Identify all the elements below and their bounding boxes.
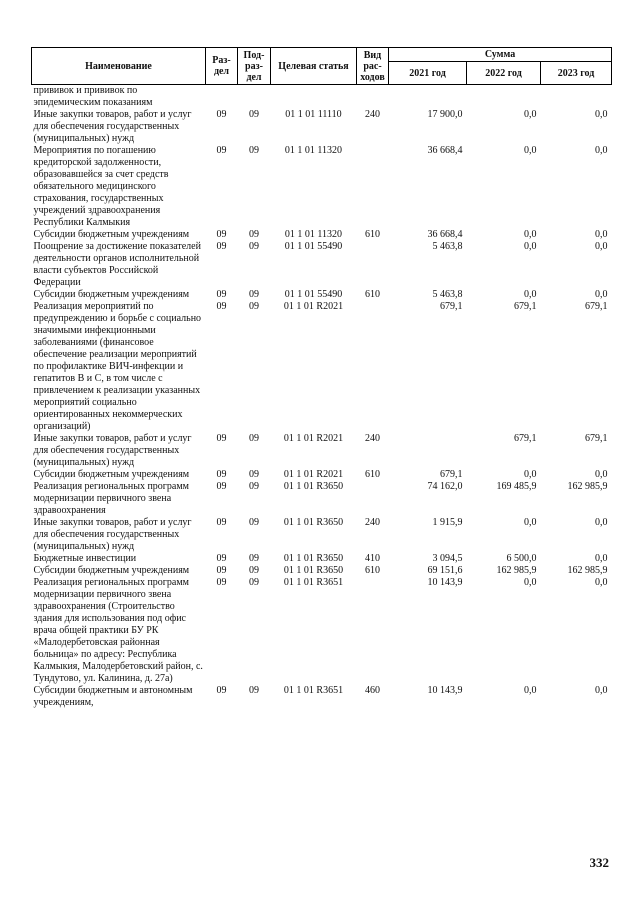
cell-vr: 240 xyxy=(365,433,380,444)
cell-prz: 09 xyxy=(249,553,259,564)
cell-prz: 09 xyxy=(249,289,259,300)
header-podrazdel: Под-раз-дел xyxy=(238,48,271,85)
cell-cs: 01 1 01 11110 xyxy=(285,109,342,120)
cell-rz xyxy=(206,85,238,110)
cell-y2022: 679,1 xyxy=(514,433,537,444)
cell-cs: 01 1 01 R2021 xyxy=(283,301,344,312)
cell-vr: 610 xyxy=(365,565,380,576)
cell-cs: 01 1 01 R3650 xyxy=(283,553,344,564)
cell-rz: 09 xyxy=(216,433,227,444)
cell-y2023: 162 985,9 xyxy=(567,565,608,576)
cell-vr: 610 xyxy=(365,229,380,240)
cell-prz: 09 xyxy=(249,685,259,696)
cell-prz: 09 xyxy=(249,469,259,480)
cell-name: Субсидии бюджетным и автономным учреждениям, xyxy=(33,685,193,708)
cell-prz: 09 xyxy=(249,481,259,492)
table-row xyxy=(32,145,612,229)
cell-name: Реализация региональных программ модернизации первичного звена здравоохранения (Строительство здания для использования под офис врача общей практики БУ РК «Малодербетовская районная больница» по адресу: Республика Калмыкия, Малодербетовский район, с. Тундутово, ул. Калинина, д. 27а) xyxy=(33,577,203,684)
cell-name: Бюджетные инвестиции xyxy=(33,553,137,564)
cell-y2023: 0,0 xyxy=(595,241,608,252)
cell-y2021: 5 463,8 xyxy=(432,241,463,252)
cell-y2021: 679,1 xyxy=(440,301,463,312)
header-razdel: Раз-дел xyxy=(206,48,238,85)
cell-cs: 01 1 01 R3650 xyxy=(283,517,344,528)
table-row xyxy=(32,85,612,110)
cell-y2022: 6 500,0 xyxy=(506,553,537,564)
cell-prz: 09 xyxy=(249,433,259,444)
cell-name: Иные закупки товаров, работ и услуг для обеспечения государственных (муниципальных) нужд xyxy=(33,433,192,468)
cell-y2022: 0,0 xyxy=(524,517,537,528)
cell-name: Иные закупки товаров, работ и услуг для обеспечения государственных (муниципальных) нужд xyxy=(33,109,192,144)
cell-cs xyxy=(271,85,357,110)
cell-y2022: 0,0 xyxy=(524,685,537,696)
cell-cs: 01 1 01 R3651 xyxy=(283,685,344,696)
cell-y2023: 0,0 xyxy=(595,577,608,588)
cell-rz: 09 xyxy=(216,241,227,252)
cell-vr: 240 xyxy=(365,517,380,528)
cell-y2022: 0,0 xyxy=(524,241,537,252)
cell-y2023: 0,0 xyxy=(595,685,608,696)
cell-y2022: 0,0 xyxy=(524,229,537,240)
cell-y2023: 0,0 xyxy=(595,145,608,156)
cell-prz: 09 xyxy=(249,577,259,588)
cell-y2021 xyxy=(389,433,467,469)
cell-rz: 09 xyxy=(216,553,227,564)
table-row xyxy=(32,229,612,241)
cell-name: Реализация региональных программ модернизации первичного звена здравоохранения xyxy=(33,481,189,516)
cell-y2022 xyxy=(467,85,541,110)
cell-y2022: 679,1 xyxy=(514,301,537,312)
table-row xyxy=(32,301,612,433)
cell-rz: 09 xyxy=(216,577,227,588)
cell-name: Иные закупки товаров, работ и услуг для обеспечения государственных (муниципальных) нужд xyxy=(33,517,192,552)
cell-y2022: 0,0 xyxy=(524,289,537,300)
cell-y2023: 0,0 xyxy=(595,517,608,528)
cell-cs: 01 1 01 R3651 xyxy=(283,577,344,588)
cell-prz: 09 xyxy=(249,301,259,312)
cell-cs: 01 1 01 11320 xyxy=(284,145,343,156)
cell-name: Субсидии бюджетным учреждениям xyxy=(33,565,190,576)
cell-vr: 610 xyxy=(365,469,380,480)
cell-vr: 610 xyxy=(365,289,380,300)
cell-rz: 09 xyxy=(216,229,227,240)
cell-cs: 01 1 01 55490 xyxy=(284,241,343,252)
cell-name: Мероприятия по погашению кредиторской задолженности, образовавшейся за счет средств обязательного медицинского страхования, государственных учреждений здравоохранения Республики Калмыкия xyxy=(33,145,169,228)
cell-y2021: 679,1 xyxy=(440,469,463,480)
cell-rz: 09 xyxy=(216,301,227,312)
cell-rz: 09 xyxy=(216,145,227,156)
cell-y2021: 69 151,6 xyxy=(427,565,463,576)
cell-y2023: 0,0 xyxy=(595,289,608,300)
cell-y2023: 679,1 xyxy=(585,433,608,444)
cell-y2021: 10 143,9 xyxy=(427,685,463,696)
cell-y2023: 0,0 xyxy=(595,553,608,564)
cell-prz: 09 xyxy=(249,565,259,576)
table-row xyxy=(32,517,612,553)
cell-rz: 09 xyxy=(216,289,227,300)
cell-prz: 09 xyxy=(249,241,259,252)
cell-name: Субсидии бюджетным учреждениям xyxy=(33,289,190,300)
cell-y2021: 10 143,9 xyxy=(427,577,463,588)
cell-prz: 09 xyxy=(249,109,259,120)
table-row xyxy=(32,109,612,145)
cell-vr xyxy=(357,85,389,110)
cell-cs: 01 1 01 R2021 xyxy=(283,433,344,444)
table-row xyxy=(32,577,612,685)
header-summa: Сумма xyxy=(389,48,612,62)
cell-vr xyxy=(357,145,389,229)
cell-name: прививок и прививок по эпидемическим показаниям xyxy=(33,85,153,108)
cell-y2021: 36 668,4 xyxy=(427,145,463,156)
table-row xyxy=(32,469,612,481)
cell-y2022: 162 985,9 xyxy=(496,565,537,576)
budget-table xyxy=(31,47,612,709)
table-row xyxy=(32,433,612,469)
cell-y2021: 3 094,5 xyxy=(432,553,463,564)
cell-rz: 09 xyxy=(216,109,227,120)
header-2021: 2021 год xyxy=(389,62,467,85)
cell-rz: 09 xyxy=(216,469,227,480)
cell-y2022: 0,0 xyxy=(524,109,537,120)
cell-y2022: 0,0 xyxy=(524,469,537,480)
table-body xyxy=(32,85,612,710)
cell-y2023 xyxy=(541,85,612,110)
cell-rz: 09 xyxy=(216,565,227,576)
cell-vr: 460 xyxy=(365,685,380,696)
cell-cs: 01 1 01 R3650 xyxy=(283,481,344,492)
cell-name: Субсидии бюджетным учреждениям xyxy=(33,229,190,240)
cell-prz: 09 xyxy=(249,145,259,156)
cell-cs: 01 1 01 R3650 xyxy=(283,565,344,576)
cell-prz: 09 xyxy=(249,517,259,528)
cell-prz: 09 xyxy=(249,229,259,240)
header-2023: 2023 год xyxy=(541,62,612,85)
page-number: 332 xyxy=(589,855,609,870)
cell-prz xyxy=(238,85,271,110)
table-row xyxy=(32,685,612,709)
cell-y2023: 0,0 xyxy=(595,229,608,240)
cell-rz: 09 xyxy=(216,481,227,492)
cell-y2021: 36 668,4 xyxy=(427,229,463,240)
cell-vr xyxy=(357,577,389,685)
cell-name: Субсидии бюджетным учреждениям xyxy=(33,469,190,480)
cell-vr: 410 xyxy=(365,553,380,564)
cell-y2022: 0,0 xyxy=(524,577,537,588)
cell-name: Реализация мероприятий по предупреждению и борьбе с социально значимыми инфекционными заболеваниями (финансовое обеспечение реализации мероприятий по профилактике ВИЧ-инфекции и гепатитов B и C, в том числе с привлечением к реализации указанных мероприятий социально ориентированных некоммерческих организаций) xyxy=(33,301,202,432)
cell-y2021: 5 463,8 xyxy=(432,289,463,300)
cell-y2021: 74 162,0 xyxy=(427,481,463,492)
cell-rz: 09 xyxy=(216,517,227,528)
table-row xyxy=(32,289,612,301)
cell-vr: 240 xyxy=(365,109,380,120)
cell-y2023: 679,1 xyxy=(585,301,608,312)
cell-y2021 xyxy=(389,85,467,110)
header-target: Целевая статья xyxy=(271,48,357,85)
cell-cs: 01 1 01 11320 xyxy=(284,229,343,240)
cell-name: Поощрение за достижение показателей деятельности органов исполнительной власти субъектов Российской Федерации xyxy=(33,241,201,288)
cell-vr xyxy=(357,301,389,433)
cell-cs: 01 1 01 R2021 xyxy=(283,469,344,480)
cell-y2023: 0,0 xyxy=(595,469,608,480)
cell-cs: 01 1 01 55490 xyxy=(284,289,343,300)
table-row xyxy=(32,241,612,289)
cell-y2021: 17 900,0 xyxy=(427,109,463,120)
header-2022: 2022 год xyxy=(467,62,541,85)
header-name: Наименование xyxy=(32,48,206,85)
cell-rz: 09 xyxy=(216,685,227,696)
header-vid: Вид рас-ходов xyxy=(357,48,389,85)
cell-y2022: 0,0 xyxy=(524,145,537,156)
cell-y2021: 1 915,9 xyxy=(432,517,463,528)
cell-y2023: 162 985,9 xyxy=(567,481,608,492)
table-row xyxy=(32,481,612,517)
cell-y2022: 169 485,9 xyxy=(496,481,537,492)
cell-y2023: 0,0 xyxy=(595,109,608,120)
cell-vr xyxy=(357,241,389,289)
table-row xyxy=(32,565,612,577)
table-row xyxy=(32,553,612,565)
table-header xyxy=(32,48,612,85)
cell-vr xyxy=(357,481,389,517)
